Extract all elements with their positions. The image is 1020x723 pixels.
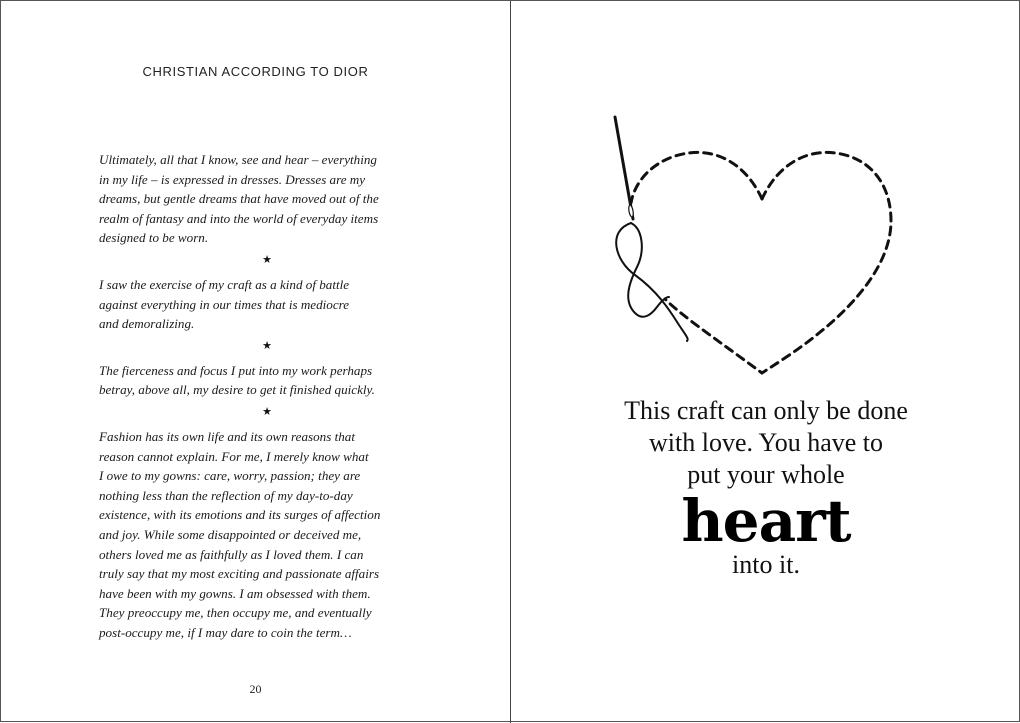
- heart-quote: [511, 395, 1020, 581]
- star-separator: ★: [262, 252, 272, 266]
- text-line: betray, above all, my desire to get it finished quickly.: [99, 382, 375, 398]
- text-line: Fashion has its own life and its own reasons that: [99, 428, 355, 444]
- running-head: CHRISTIAN ACCORDING TO DIOR: [142, 64, 369, 79]
- right-page: [511, 1, 1020, 723]
- star-separator: ★: [262, 338, 272, 352]
- quote-emphasis-heart: heart: [681, 487, 851, 555]
- quote-line-2: with love. You have to: [649, 428, 883, 457]
- text-line: The fierceness and focus I put into my work perhaps: [99, 362, 373, 378]
- paragraph-1: [99, 150, 434, 248]
- text-line: have been with my gowns. I am obsessed with them.: [99, 585, 371, 601]
- text-line: existence, with its emotions and its surges of affection: [99, 507, 381, 523]
- text-line: They preoccupy me, then occupy me, and eventually: [99, 605, 372, 621]
- paragraph-3: [99, 361, 434, 400]
- quote-line-4: into it.: [732, 550, 800, 579]
- paragraph-2: [99, 275, 434, 334]
- text-line: others loved me as faithfully as I loved them. I can: [99, 546, 364, 562]
- left-page: [1, 1, 510, 723]
- text-line: and demoralizing.: [99, 316, 195, 332]
- needle-thread-heart-icon: [607, 111, 907, 381]
- paragraph-4: [99, 427, 434, 643]
- star-separator: ★: [262, 404, 272, 418]
- text-line: truly say that my most exciting and passionate affairs: [99, 566, 380, 582]
- text-line: and joy. While some disappointed or deceived me,: [99, 526, 362, 542]
- text-line: against everything in our times that is mediocre: [99, 296, 350, 312]
- text-line: designed to be worn.: [99, 230, 209, 246]
- text-line: reason cannot explain. For me, I merely know what: [99, 448, 369, 464]
- text-line: Ultimately, all that I know, see and hear – everything: [99, 152, 377, 167]
- page-number: 20: [249, 682, 262, 696]
- body-text: [99, 150, 434, 642]
- text-line: dreams, but gentle dreams that have moved out of the: [99, 191, 379, 207]
- text-line: in my life – is expressed in dresses. Dresses are my: [99, 171, 366, 187]
- quote-line-3: put your whole: [687, 460, 845, 489]
- text-line: I saw the exercise of my craft as a kind of battle: [99, 276, 350, 292]
- text-line: I owe to my gowns: care, worry, passion; they are: [99, 468, 361, 484]
- text-line: post-occupy me, if I may dare to coin the term…: [99, 624, 352, 640]
- quote-line-1: This craft can only be done: [624, 396, 908, 425]
- text-line: nothing less than the reflection of my day-to-day: [99, 487, 353, 503]
- text-line: realm of fantasy and into the world of everyday items: [99, 210, 379, 226]
